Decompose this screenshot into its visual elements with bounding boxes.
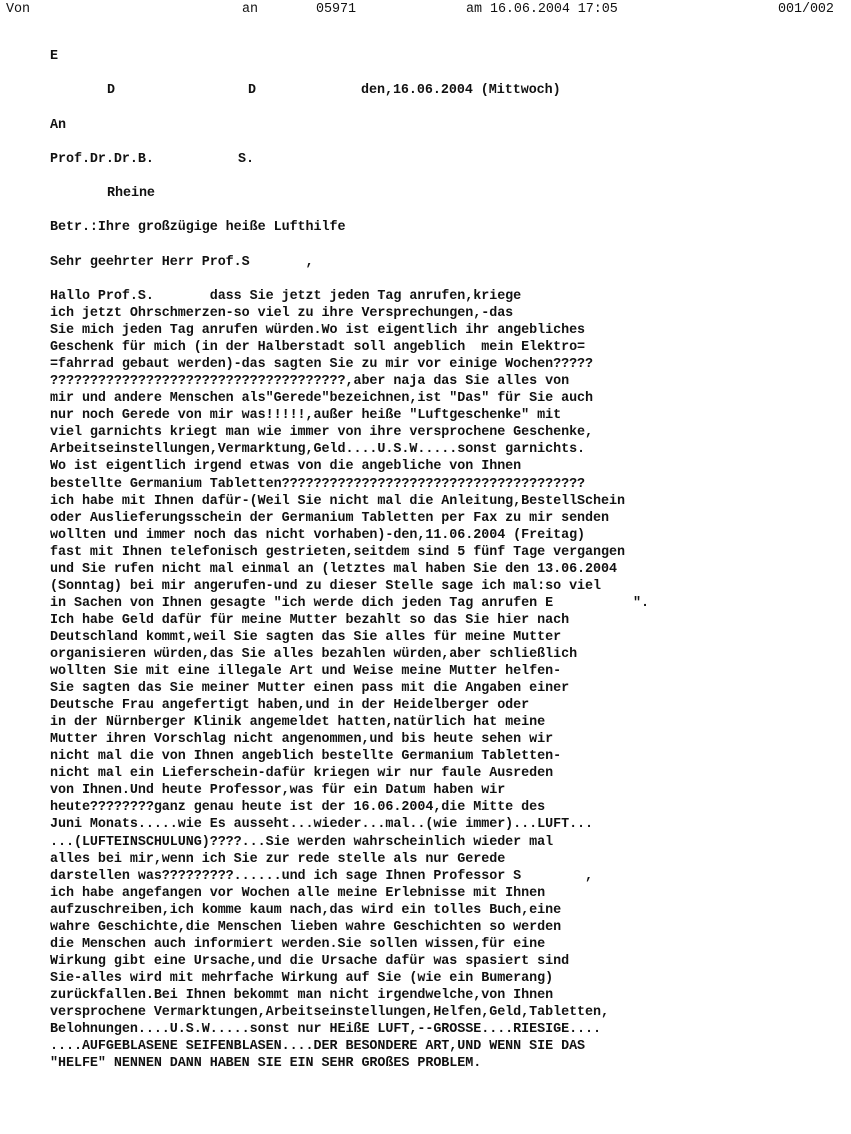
body-line: alles bei mir,wenn ich Sie zur rede stelle als nur Gerede bbox=[50, 851, 506, 867]
body-line: Sie-alles wird mit mehrfache Wirkung auf Sie (wie ein Bumerang) bbox=[50, 970, 554, 986]
body-line: Deutsche Frau angefertigt haben,und in der Heidelberger oder bbox=[50, 698, 530, 714]
body-line: =fahrrad gebaut werden)-das sagten Sie zu mir vor einige Wochen????? bbox=[50, 357, 594, 373]
body-line: ich habe angefangen vor Wochen alle meine Erlebnisse mit Ihnen bbox=[50, 885, 546, 901]
recipient-city: Rheine bbox=[107, 186, 155, 201]
body-line: fast mit Ihnen telefonisch gestrieten,seitdem sind 5 fünf Tage vergangen bbox=[50, 544, 625, 560]
body-line: oder Auslieferungsschein der Germanium Tabletten per Fax zu mir senden bbox=[50, 510, 609, 526]
letter-body bbox=[50, 288, 830, 1072]
body-line: organisieren würden,das Sie alles bezahlen würden,aber schließlich bbox=[50, 646, 578, 662]
body-line: wahre Geschichte,die Menschen lieben wahre Geschichten so werden bbox=[50, 919, 562, 935]
body-line: zurückfallen.Bei Ihnen bekommt man nicht irgendwelche,von Ihnen bbox=[50, 987, 554, 1003]
fax-page-count: 001/002 bbox=[778, 2, 834, 17]
body-line: Wo ist eigentlich irgend etwas von die angebliche von Ihnen bbox=[50, 459, 522, 475]
body-line: Geschenk für mich (in der Halberstadt soll angeblich mein Elektro= bbox=[50, 340, 586, 356]
body-line: von Ihnen.Und heute Professor,was für ein Datum haben wir bbox=[50, 783, 506, 799]
fax-to-label: an bbox=[242, 2, 258, 17]
body-line: Ich habe Geld dafür für meine Mutter bezahlt so das Sie hier nach bbox=[50, 612, 570, 628]
body-line: Mutter ihren Vorschlag nicht angenommen,und bis heute sehen wir bbox=[50, 732, 554, 748]
body-line: Arbeitseinstellungen,Vermarktung,Geld....U.S.W.....sonst garnichts. bbox=[50, 442, 586, 458]
body-line: ?????????????????????????????????????,aber naja das Sie alles von bbox=[50, 374, 570, 390]
body-line: Sie sagten das Sie meiner Mutter einen pass mit die Angaben einer bbox=[50, 681, 570, 697]
body-line: ich jetzt Ohrschmerzen-so viel zu ihre Versprechungen,-das bbox=[50, 306, 514, 322]
body-line: viel garnichts kriegt man wie immer von ihre versprochene Geschenke, bbox=[50, 425, 594, 441]
body-line: bestellte Germanium Tabletten?????????????????????????????????????? bbox=[50, 476, 586, 492]
body-line: versprochene Vermarktungen,Arbeitseinstellungen,Helfen,Geld,Tabletten, bbox=[50, 1004, 609, 1020]
sender-initial: E bbox=[50, 49, 58, 64]
body-line: die Menschen auch informiert werden.Sie sollen wissen,für eine bbox=[50, 936, 546, 952]
body-line: nicht mal die von Ihnen angeblich bestellte Germanium Tabletten- bbox=[50, 749, 562, 765]
body-line: "HELFE" NENNEN DANN HABEN SIE EIN SEHR GROßES PROBLEM. bbox=[50, 1056, 482, 1072]
body-line: und Sie rufen nicht mal einmal an (letztes mal haben Sie den 13.06.2004 bbox=[50, 561, 617, 577]
body-line: in Sachen von Ihnen gesagte "ich werde dich jeden Tag anrufen E ". bbox=[50, 595, 649, 611]
place-left: D bbox=[107, 83, 115, 98]
body-line: heute????????ganz genau heute ist der 16.06.2004,die Mitte des bbox=[50, 800, 546, 816]
body-line: nicht mal ein Lieferschein-dafür kriegen wir nur faule Ausreden bbox=[50, 766, 554, 782]
fax-header bbox=[0, 0, 851, 18]
fax-number: 05971 bbox=[316, 2, 356, 17]
body-line: darstellen was?????????......und ich sage Ihnen Professor S , bbox=[50, 868, 594, 884]
body-line: ....AUFGEBLASENE SEIFENBLASEN....DER BESONDERE ART,UND WENN SIE DAS bbox=[50, 1039, 586, 1055]
recipient-initial: S. bbox=[238, 152, 254, 167]
body-line: (Sonntag) bei mir angerufen-und zu dieser Stelle sage ich mal:so viel bbox=[50, 578, 602, 594]
body-line: aufzuschreiben,ich komme kaum nach,das wird ein tolles Buch,eine bbox=[50, 902, 562, 918]
body-line: ich habe mit Ihnen dafür-(Weil Sie nicht mal die Anleitung,BestellSchein bbox=[50, 493, 625, 509]
body-line: wollten und immer noch das nicht vorhaben)-den,11.06.2004 (Freitag) bbox=[50, 527, 586, 543]
body-line: ...(LUFTEINSCHULUNG)????...Sie werden wahrscheinlich wieder mal bbox=[50, 834, 554, 850]
place-middle: D bbox=[248, 83, 256, 98]
letter-date: den,16.06.2004 (Mittwoch) bbox=[361, 83, 561, 98]
fax-datetime: am 16.06.2004 17:05 bbox=[466, 2, 618, 17]
body-line: in der Nürnberger Klinik angemeldet hatten,natürlich hat meine bbox=[50, 715, 546, 731]
subject-line: Betr.:Ihre großzügige heiße Lufthilfe bbox=[50, 220, 346, 235]
body-line: Juni Monats.....wie Es ausseht...wieder...mal..(wie immer)...LUFT... bbox=[50, 817, 594, 833]
body-line: Deutschland kommt,weil Sie sagten das Sie alles für meine Mutter bbox=[50, 629, 562, 645]
body-line: Wirkung gibt eine Ursache,und die Ursache dafür was spasiert sind bbox=[50, 953, 570, 969]
fax-from-label: Von bbox=[6, 2, 30, 17]
an-label: An bbox=[50, 118, 66, 133]
body-line: wollten Sie mit eine illegale Art und Weise meine Mutter helfen- bbox=[50, 664, 562, 680]
body-line: Hallo Prof.S. dass Sie jetzt jeden Tag anrufen,kriege bbox=[50, 289, 522, 304]
salutation: Sehr geehrter Herr Prof.S , bbox=[50, 255, 314, 270]
body-line: Belohnungen....U.S.W.....sonst nur HEißE LUFT,--GROSSE....RIESIGE.... bbox=[50, 1022, 602, 1038]
body-line: nur noch Gerede von mir was!!!!!,außer heiße "Luftgeschenke" mit bbox=[50, 408, 562, 424]
body-line: Sie mich jeden Tag anrufen würden.Wo ist eigentlich ihr angebliches bbox=[50, 323, 586, 339]
body-line: mir und andere Menschen als"Gerede"bezeichnen,ist "Das" für Sie auch bbox=[50, 391, 594, 407]
recipient-name: Prof.Dr.Dr.B. bbox=[50, 152, 154, 167]
